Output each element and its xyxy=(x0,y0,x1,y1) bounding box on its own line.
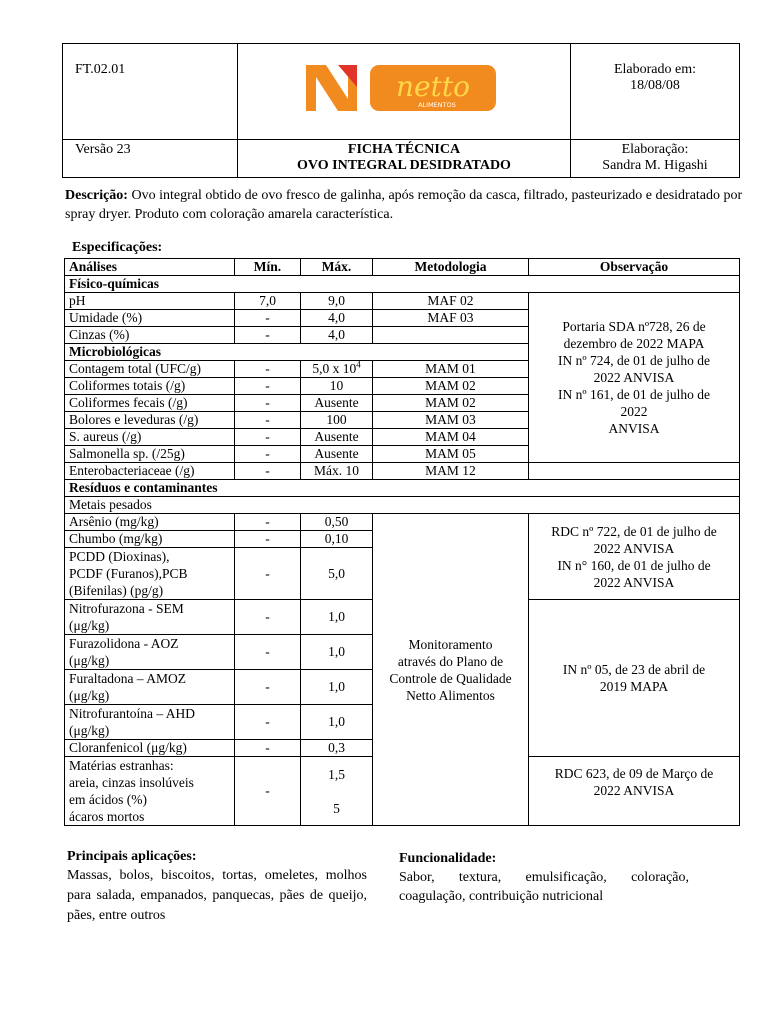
title-line-2: OVO INTEGRAL DESIDRATADO xyxy=(297,158,511,173)
cell: MAM 03 xyxy=(373,412,529,429)
doc-code: FT.02.01 xyxy=(63,44,238,140)
table-row xyxy=(65,463,740,480)
cell: 0,10 xyxy=(301,531,373,548)
cell: 1,5 5 xyxy=(301,757,373,826)
cell: 100 xyxy=(301,412,373,429)
cell: - xyxy=(235,361,301,378)
observation-cell: RDC 623, de 09 de Março de 2022 ANVISA xyxy=(529,757,740,826)
document-title xyxy=(238,140,571,178)
logo-wordmark: netto xyxy=(396,70,470,103)
cell: - xyxy=(235,395,301,412)
cell: MAM 02 xyxy=(373,378,529,395)
cell: MAF 02 xyxy=(373,293,529,310)
elaborated-label: Elaborado em: xyxy=(613,62,697,77)
cell: S. aureus (/g) xyxy=(65,429,235,446)
cell: - xyxy=(235,514,301,531)
header-table xyxy=(62,43,740,178)
logo-cell xyxy=(238,44,571,140)
cell: Ausente xyxy=(301,395,373,412)
applications-title: Principais aplicações: xyxy=(67,849,197,864)
specifications-table xyxy=(64,258,740,826)
elaborated-date-cell xyxy=(571,44,740,140)
cell: MAM 01 xyxy=(373,361,529,378)
subsection-heavy-metals: Metais pesados xyxy=(65,497,740,514)
description-label: Descrição: xyxy=(65,188,128,203)
cell: - xyxy=(235,327,301,344)
description-text: Ovo integral obtido de ovo fresco de galinha, após remoção da casca, filtrado, pasteurizado e desidratado por spray dryer. Produto com coloração amarela característica. xyxy=(65,188,743,222)
col-header: Observação xyxy=(529,259,740,276)
cell: - xyxy=(235,446,301,463)
cell: - xyxy=(235,600,301,635)
col-header: Máx. xyxy=(301,259,373,276)
cell: Chumbo (mg/kg) xyxy=(65,531,235,548)
cell: Ausente xyxy=(301,429,373,446)
table-header xyxy=(65,259,740,276)
cell: MAM 04 xyxy=(373,429,529,446)
cell: 4,0 xyxy=(301,310,373,327)
cell: PCDD (Dioxinas), PCDF (Furanos),PCB (Bifenilas) (pg/g) xyxy=(65,548,235,600)
cell: 0,50 xyxy=(301,514,373,531)
cell: - xyxy=(235,463,301,480)
cell: - xyxy=(235,310,301,327)
table-row xyxy=(65,293,740,310)
cell: Arsênio (mg/kg) xyxy=(65,514,235,531)
table-row xyxy=(65,514,740,531)
cell: 1,0 xyxy=(301,705,373,740)
cell: 1,0 xyxy=(301,635,373,670)
applications-text: Massas, bolos, biscoitos, tortas, omeletes, molhos para salada, empanados, panquecas, pães de queijo, pães, entre outros xyxy=(67,868,367,923)
cell: - xyxy=(235,429,301,446)
description xyxy=(65,186,747,224)
cell: Nitrofurazona - SEM (μg/kg) xyxy=(65,600,235,635)
observation-cell: IN nº 05, de 23 de abril de 2019 MAPA xyxy=(529,600,740,757)
section-microbiological: Microbiológicas xyxy=(65,344,529,361)
cell: Matérias estranhas: areia, cinzas insolúveis em ácidos (%) ácaros mortos xyxy=(65,757,235,826)
netto-logo xyxy=(304,59,504,119)
cell: Cloranfenicol (μg/kg) xyxy=(65,740,235,757)
cell: 9,0 xyxy=(301,293,373,310)
cell: Furaltadona – AMOZ (μg/kg) xyxy=(65,670,235,705)
cell: 0,3 xyxy=(301,740,373,757)
section-residues: Resíduos e contaminantes xyxy=(65,480,740,497)
cell: - xyxy=(235,740,301,757)
cell: 7,0 xyxy=(235,293,301,310)
cell: 5,0 xyxy=(301,548,373,600)
cell: Umidade (%) xyxy=(65,310,235,327)
cell: - xyxy=(235,757,301,826)
title-line-1: FICHA TÉCNICA xyxy=(347,142,461,157)
cell: - xyxy=(235,548,301,600)
cell: MAM 02 xyxy=(373,395,529,412)
elaborated-date: 18/08/08 xyxy=(630,78,680,93)
cell: Cinzas (%) xyxy=(65,327,235,344)
cell: Furazolidona - AOZ (μg/kg) xyxy=(65,635,235,670)
cell: Contagem total (UFC/g) xyxy=(65,361,235,378)
col-header: Metodologia xyxy=(373,259,529,276)
observation-cell: RDC nº 722, de 01 de julho de 2022 ANVISA IN n° 160, de 01 de julho de 2022 ANVISA xyxy=(529,514,740,600)
col-header: Mín. xyxy=(235,259,301,276)
cell: MAM 05 xyxy=(373,446,529,463)
cell: 1,0 xyxy=(301,670,373,705)
cell: Coliformes fecais (/g) xyxy=(65,395,235,412)
cell: - xyxy=(235,670,301,705)
version: Versão 23 xyxy=(63,140,238,178)
functionality-title: Funcionalidade: xyxy=(399,851,497,866)
section-physicochemical: Físico-químicas xyxy=(65,276,740,293)
cell: MAF 03 xyxy=(373,310,529,327)
cell: 4,0 xyxy=(301,327,373,344)
cell: Nitrofurantoína – AHD (μg/kg) xyxy=(65,705,235,740)
cell: Máx. 10 xyxy=(301,463,373,480)
col-header: Análises xyxy=(65,259,235,276)
author-name: Sandra M. Higashi xyxy=(602,158,708,173)
observation-cell: Portaria SDA nº728, 26 de dezembro de 2022 MAPA IN nº 724, de 01 de julho de 2022 ANVISA IN nº 161, de 01 de julho de 2022 ANVISA xyxy=(529,293,740,463)
cell xyxy=(373,327,529,344)
cell: Coliformes totais (/g) xyxy=(65,378,235,395)
functionality-text: Sabor, textura, emulsificação, coloração, coagulação, contribuição nutricional xyxy=(399,870,689,904)
cell: - xyxy=(235,531,301,548)
logo-subtitle: ALIMENTOS xyxy=(418,101,456,109)
cell: Bolores e leveduras (/g) xyxy=(65,412,235,429)
cell: 5,0 x $10^4$ xyxy=(301,361,373,378)
cell: - xyxy=(235,635,301,670)
methodology-monitoring-cell: Monitoramento através do Plano de Controle de Qualidade Netto Alimentos xyxy=(373,514,529,826)
cell: 1,0 xyxy=(301,600,373,635)
cell: pH xyxy=(65,293,235,310)
cell: 10 xyxy=(301,378,373,395)
cell: MAM 12 xyxy=(373,463,529,480)
cell: - xyxy=(235,412,301,429)
specifications-title: Especificações: xyxy=(72,240,163,255)
cell: Salmonella sp. (/25g) xyxy=(65,446,235,463)
author-label: Elaboração: xyxy=(621,142,689,157)
cell: - xyxy=(235,378,301,395)
cell: Enterobacteriaceae (/g) xyxy=(65,463,235,480)
cell: Ausente xyxy=(301,446,373,463)
author-cell xyxy=(571,140,740,178)
cell: - xyxy=(235,705,301,740)
cell xyxy=(529,463,740,480)
